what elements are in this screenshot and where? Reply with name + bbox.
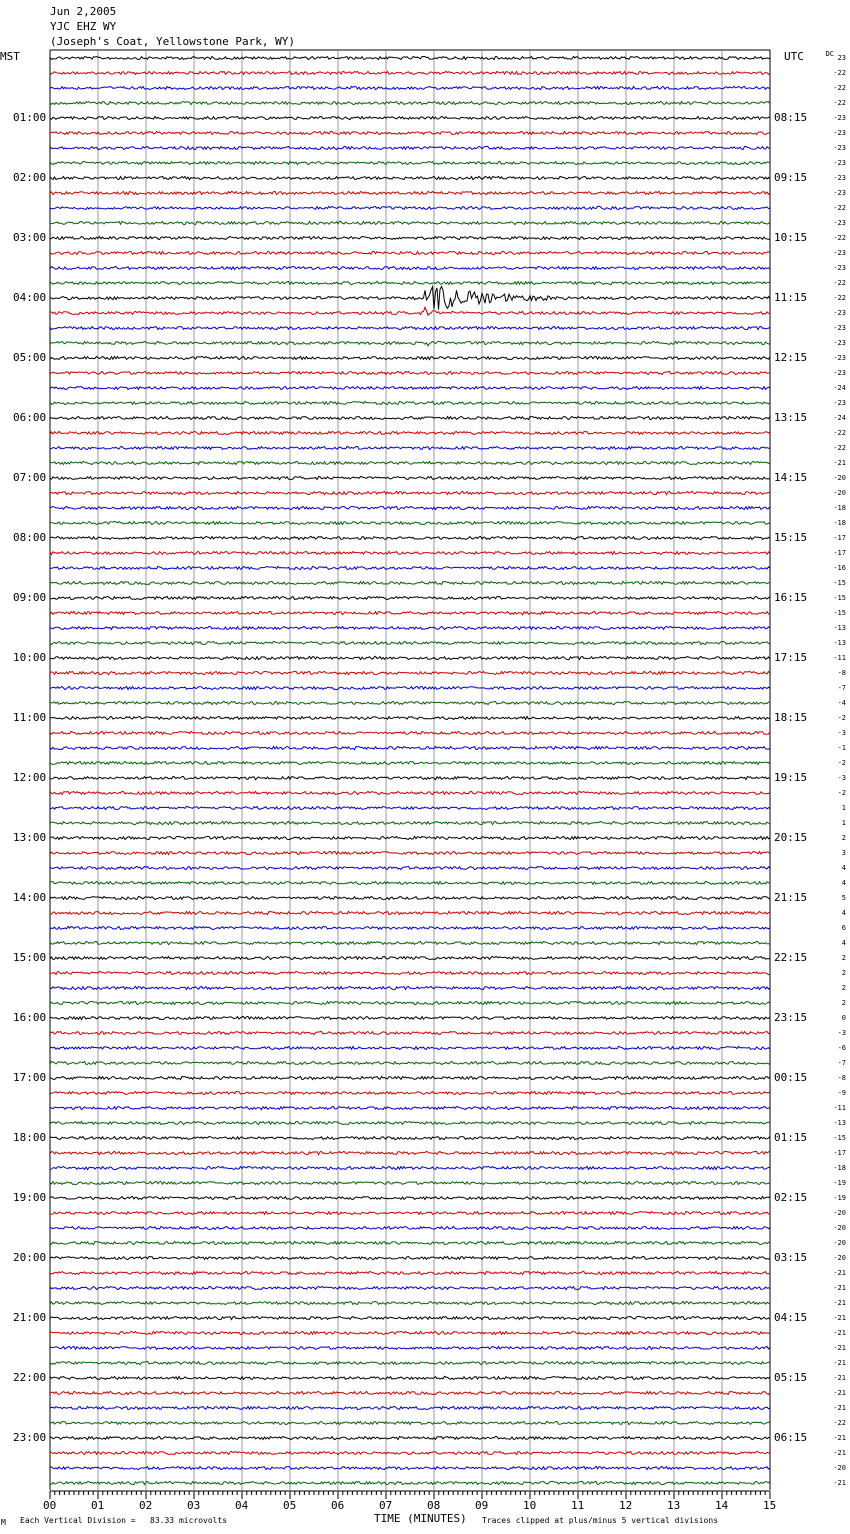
mst-hour-label: 14:00 (13, 891, 47, 904)
x-tick-label: 09 (475, 1499, 489, 1512)
mst-hour-label: 10:00 (13, 651, 47, 664)
seismic-trace-row (50, 791, 770, 794)
dc-offset-value: -20 (833, 1209, 846, 1217)
seismic-trace-row (50, 251, 770, 254)
seismic-trace-row (50, 307, 770, 315)
dc-offset-value: 4 (841, 909, 846, 917)
seismic-trace-row (50, 1241, 770, 1244)
seismic-trace-row (50, 461, 770, 464)
mst-hour-label: 05:00 (13, 351, 47, 364)
seismic-trace-row (50, 1361, 770, 1364)
seismic-trace-row (50, 191, 770, 194)
dc-offset-value: -20 (833, 1239, 846, 1247)
dc-offset-value: -22 (833, 294, 846, 302)
dc-offset-value: -21 (833, 1449, 846, 1457)
seismic-trace-row (50, 866, 770, 869)
seismic-trace-row (50, 731, 770, 734)
seismic-trace-row (50, 1286, 770, 1289)
dc-offset-value: -22 (833, 204, 846, 212)
dc-offset-value: -22 (833, 429, 846, 437)
seismic-trace-row (50, 956, 770, 959)
seismic-trace-row (50, 1346, 770, 1349)
seismic-trace-row (50, 1136, 770, 1139)
seismic-trace-row (50, 1481, 770, 1484)
seismic-trace-row (50, 671, 770, 674)
dc-offset-value: 2 (841, 954, 846, 962)
dc-offset-value: 1 (841, 819, 846, 827)
dc-offset-value: -23 (833, 354, 846, 362)
seismic-trace-row (50, 821, 770, 824)
seismic-trace-row (50, 761, 770, 764)
dc-offset-value: -24 (833, 384, 846, 392)
x-tick-label: 14 (715, 1499, 729, 1512)
dc-offset-value: 2 (841, 834, 846, 842)
dc-offset-value: -18 (833, 504, 846, 512)
seismic-trace-row (50, 267, 770, 270)
seismic-trace-row (50, 1016, 770, 1019)
dc-offset-value: 2 (841, 969, 846, 977)
x-tick-label: 12 (619, 1499, 633, 1512)
seismic-trace-row (50, 102, 770, 105)
dc-offset-value: -6 (837, 1044, 846, 1052)
seismic-trace-row (50, 1151, 770, 1154)
seismic-trace-row (50, 431, 770, 434)
seismic-trace-row (50, 581, 770, 584)
dc-offset-value: -21 (833, 1434, 846, 1442)
mst-hour-label: 09:00 (13, 591, 47, 604)
seismic-trace-row (50, 477, 770, 480)
mst-hour-label: 22:00 (13, 1371, 47, 1384)
dc-offset-value: -2 (837, 714, 846, 722)
seismic-trace-row (50, 521, 770, 524)
seismic-trace-row (50, 642, 770, 645)
dc-offset-value: -1 (837, 744, 846, 752)
dc-offset-value: -19 (833, 1179, 846, 1187)
mst-hour-label: 13:00 (13, 831, 47, 844)
dc-offset-value: 23 (837, 54, 846, 62)
seismic-trace-row (50, 1106, 770, 1109)
dc-offset-value: -23 (833, 129, 846, 137)
dc-offset-value: -23 (833, 219, 846, 227)
seismic-trace-row (50, 281, 770, 284)
seismic-trace-row (50, 341, 770, 346)
dc-offset-value: -13 (833, 624, 846, 632)
dc-offset-value: -21 (833, 1314, 846, 1322)
utc-hour-label: 03:15 (774, 1251, 808, 1264)
dc-offset-value: -20 (833, 1224, 846, 1232)
seismic-trace-row (50, 506, 770, 509)
dc-offset-value: -22 (833, 69, 846, 77)
dc-offset-value: -23 (833, 264, 846, 272)
seismic-trace-row (50, 1406, 770, 1409)
utc-hour-label: 19:15 (774, 771, 808, 784)
seismic-trace-row (50, 1031, 770, 1034)
dc-offset-value: -11 (833, 654, 846, 662)
x-tick-label: 04 (235, 1499, 249, 1512)
dc-offset-value: 1 (841, 804, 846, 812)
seismic-trace-row (50, 807, 770, 810)
dc-offset-value: 2 (841, 984, 846, 992)
seismic-trace-row (50, 896, 770, 899)
dc-offset-value: -21 (833, 1299, 846, 1307)
seismic-trace-row (50, 1226, 770, 1229)
mst-hour-label: 11:00 (13, 711, 47, 724)
x-tick-label: 05 (283, 1499, 297, 1512)
utc-hour-label: 09:15 (774, 171, 808, 184)
dc-offset-value: -20 (833, 474, 846, 482)
mst-hour-label: 03:00 (13, 231, 47, 244)
seismic-trace-row (50, 491, 770, 494)
dc-offset-value: -20 (833, 489, 846, 497)
dc-offset-value: -15 (833, 1134, 846, 1142)
seismic-trace-row (50, 221, 770, 224)
dc-offset-value: -23 (833, 324, 846, 332)
utc-hour-label: 16:15 (774, 591, 808, 604)
seismic-trace-row (50, 551, 770, 554)
dc-offset-value: 0 (841, 1014, 846, 1022)
dc-offset-value: -17 (833, 549, 846, 557)
seismic-trace-row (50, 1091, 770, 1094)
dc-offset-value: 3 (841, 849, 846, 857)
seismic-trace-row (50, 1301, 770, 1304)
seismic-trace-row (50, 1196, 770, 1199)
left-timezone-label: MST (0, 50, 20, 63)
utc-hour-label: 01:15 (774, 1131, 808, 1144)
dc-offset-value: -22 (833, 99, 846, 107)
x-tick-label: 15 (763, 1499, 777, 1512)
seismic-trace-row (50, 1046, 770, 1049)
dc-offset-value: -21 (833, 1389, 846, 1397)
dc-offset-value: -22 (833, 1419, 846, 1427)
utc-hour-label: 21:15 (774, 891, 808, 904)
seismic-trace-row (50, 536, 770, 539)
seismic-trace-row (50, 626, 770, 629)
seismic-trace-row (50, 146, 770, 149)
seismic-trace-row (50, 356, 770, 359)
dc-offset-value: 4 (841, 879, 846, 887)
dc-offset-value: -15 (833, 579, 846, 587)
dc-offset-value: 6 (841, 924, 846, 932)
dc-offset-value: -23 (833, 189, 846, 197)
dc-offset-value: -18 (833, 1164, 846, 1172)
dc-offset-value: -7 (837, 684, 846, 692)
seismic-trace-row (50, 1421, 770, 1424)
seismic-trace-row (50, 776, 770, 779)
seismic-trace-row (50, 416, 770, 419)
dc-offset-value: -15 (833, 594, 846, 602)
utc-hour-label: 20:15 (774, 831, 808, 844)
dc-offset-value: -8 (837, 669, 846, 677)
corner-mark: M (1, 1518, 6, 1527)
dc-offset-value: -11 (833, 1104, 846, 1112)
seismic-trace-row (50, 371, 770, 374)
seismic-trace-row (50, 972, 770, 975)
seismic-trace-row (50, 1271, 770, 1274)
dc-offset-value: -21 (833, 1479, 846, 1487)
utc-hour-label: 13:15 (774, 411, 808, 424)
seismic-trace-row (50, 401, 770, 404)
dc-offset-value: -21 (833, 1344, 846, 1352)
seismic-trace-row (50, 1316, 770, 1319)
utc-hour-label: 14:15 (774, 471, 808, 484)
dc-offset-value: -2 (837, 789, 846, 797)
x-tick-label: 03 (187, 1499, 201, 1512)
seismic-trace-row (50, 176, 770, 179)
station-code: YJC EHZ WY (50, 20, 117, 33)
utc-hour-label: 05:15 (774, 1371, 808, 1384)
x-tick-label: 10 (523, 1499, 537, 1512)
seismic-trace-row (50, 1436, 770, 1439)
seismic-trace-row (50, 1121, 770, 1124)
dc-offset-value: -23 (833, 249, 846, 257)
dc-offset-value: -18 (833, 519, 846, 527)
mst-hour-label: 02:00 (13, 171, 47, 184)
seismic-trace-row (50, 686, 770, 689)
dc-offset-value: -3 (837, 1029, 846, 1037)
mst-hour-label: 20:00 (13, 1251, 47, 1264)
mst-hour-label: 18:00 (13, 1131, 47, 1144)
seismic-trace-row (50, 926, 770, 929)
x-tick-label: 13 (667, 1499, 681, 1512)
x-tick-label: 02 (139, 1499, 153, 1512)
seismic-trace-row (50, 986, 770, 989)
dc-offset-value: -19 (833, 1194, 846, 1202)
seismic-trace-row (50, 1376, 770, 1379)
dc-offset-value: 4 (841, 939, 846, 947)
dc-offset-value: -17 (833, 534, 846, 542)
utc-hour-label: 04:15 (774, 1311, 808, 1324)
dc-offset-value: -4 (837, 699, 846, 707)
seismic-trace-row (50, 716, 770, 719)
utc-hour-label: 08:15 (774, 111, 808, 124)
utc-hour-label: 22:15 (774, 951, 808, 964)
seismic-trace-row (50, 236, 770, 239)
seismic-trace-row (50, 656, 770, 659)
x-tick-label: 06 (331, 1499, 345, 1512)
dc-offset-value: -16 (833, 564, 846, 572)
dc-offset-value: -20 (833, 1254, 846, 1262)
seismic-trace-row (50, 326, 770, 329)
utc-hour-label: 10:15 (774, 231, 808, 244)
utc-hour-label: 00:15 (774, 1071, 808, 1084)
dc-offset-value: -21 (833, 1269, 846, 1277)
seismic-trace-row (50, 611, 770, 614)
seismic-trace-row (50, 161, 770, 164)
seismic-trace-row (50, 287, 770, 310)
dc-offset-value: -23 (833, 309, 846, 317)
x-axis-title: TIME (MINUTES) (374, 1512, 467, 1525)
utc-hour-label: 02:15 (774, 1191, 808, 1204)
seismic-trace-row (50, 1256, 770, 1259)
clip-note: Traces clipped at plus/minus 5 vertical divisions (482, 1516, 719, 1525)
mst-hour-label: 06:00 (13, 411, 47, 424)
dc-offset-value: -3 (837, 729, 846, 737)
dc-offset-value: -17 (833, 1149, 846, 1157)
utc-hour-label: 15:15 (774, 531, 808, 544)
dc-offset-value: 5 (841, 894, 846, 902)
seismic-trace-row (50, 1451, 770, 1454)
seismic-trace-row (50, 1181, 770, 1184)
scale-note: Each Vertical Division = 83.33 microvolts (20, 1516, 228, 1525)
mst-hour-label: 01:00 (13, 111, 47, 124)
dc-offset-value: -13 (833, 1119, 846, 1127)
dc-offset-value: -23 (833, 174, 846, 182)
dc-offset-value: -21 (833, 1374, 846, 1382)
seismic-trace-row (50, 1466, 770, 1469)
mst-hour-label: 12:00 (13, 771, 47, 784)
mst-hour-label: 08:00 (13, 531, 47, 544)
seismic-trace-row (50, 566, 770, 569)
mst-hour-label: 19:00 (13, 1191, 47, 1204)
utc-hour-label: 18:15 (774, 711, 808, 724)
dc-offset-value: -23 (833, 114, 846, 122)
x-tick-label: 00 (43, 1499, 57, 1512)
seismic-trace-row (50, 86, 770, 89)
dc-offset-value: -3 (837, 774, 846, 782)
seismic-trace-row (50, 746, 770, 749)
utc-hour-label: 11:15 (774, 291, 808, 304)
x-tick-label: 08 (427, 1499, 441, 1512)
dc-offset-value: -22 (833, 84, 846, 92)
dc-offset-header: DC (825, 50, 834, 58)
dc-offset-value: -22 (833, 444, 846, 452)
mst-hour-label: 04:00 (13, 291, 47, 304)
seismic-trace-row (50, 596, 770, 599)
dc-offset-value: -23 (833, 339, 846, 347)
seismic-trace-row (50, 851, 770, 854)
right-timezone-label: UTC (784, 50, 804, 63)
seismic-trace-row (50, 701, 770, 704)
utc-hour-label: 12:15 (774, 351, 808, 364)
mst-hour-label: 23:00 (13, 1431, 47, 1444)
seismic-trace-row (50, 1331, 770, 1334)
x-tick-label: 11 (571, 1499, 585, 1512)
utc-hour-label: 06:15 (774, 1431, 808, 1444)
dc-offset-value: -23 (833, 399, 846, 407)
seismic-trace-row (50, 1061, 770, 1064)
mst-hour-label: 16:00 (13, 1011, 47, 1024)
dc-offset-value: -21 (833, 1284, 846, 1292)
mst-hour-label: 17:00 (13, 1071, 47, 1084)
dc-offset-value: -15 (833, 609, 846, 617)
seismic-trace-row (50, 132, 770, 135)
seismic-trace-row (50, 911, 770, 914)
dc-offset-value: 2 (841, 999, 846, 1007)
seismic-trace-row (50, 71, 770, 74)
dc-offset-value: -21 (833, 1329, 846, 1337)
dc-offset-value: -23 (833, 159, 846, 167)
dc-offset-value: -8 (837, 1074, 846, 1082)
seismic-trace-row (50, 56, 770, 59)
x-tick-label: 01 (91, 1499, 105, 1512)
dc-offset-value: -21 (833, 1359, 846, 1367)
x-tick-label: 07 (379, 1499, 393, 1512)
utc-hour-label: 17:15 (774, 651, 808, 664)
seismic-trace-row (50, 1076, 770, 1079)
dc-offset-value: -2 (837, 759, 846, 767)
dc-offset-value: -21 (833, 459, 846, 467)
seismic-trace-row (50, 1001, 770, 1004)
mst-hour-label: 07:00 (13, 471, 47, 484)
dc-offset-value: -24 (833, 414, 846, 422)
dc-offset-value: -20 (833, 1464, 846, 1472)
station-location: (Joseph's Coat, Yellowstone Park, WY) (50, 35, 296, 48)
dc-offset-value: -13 (833, 639, 846, 647)
mst-hour-label: 15:00 (13, 951, 47, 964)
record-date: Jun 2,2005 (50, 5, 117, 18)
dc-offset-value: 4 (841, 864, 846, 872)
dc-offset-value: -7 (837, 1059, 846, 1067)
seismic-trace-row (50, 836, 770, 839)
dc-offset-value: -23 (833, 144, 846, 152)
seismic-trace-row (50, 116, 770, 119)
seismic-trace-row (50, 1166, 770, 1169)
dc-offset-value: -23 (833, 369, 846, 377)
seismic-trace-row (50, 446, 770, 449)
seismic-trace-row (50, 1211, 770, 1214)
seismic-trace-row (50, 941, 770, 944)
seismic-trace-row (50, 206, 770, 209)
seismic-trace-row (50, 386, 770, 389)
mst-hour-label: 21:00 (13, 1311, 47, 1324)
dc-offset-value: -22 (833, 279, 846, 287)
dc-offset-value: -9 (837, 1089, 846, 1097)
dc-offset-value: -21 (833, 1404, 846, 1412)
seismic-trace-row (50, 1391, 770, 1394)
seismic-trace-row (50, 881, 770, 884)
dc-offset-value: -22 (833, 234, 846, 242)
utc-hour-label: 23:15 (774, 1011, 808, 1024)
